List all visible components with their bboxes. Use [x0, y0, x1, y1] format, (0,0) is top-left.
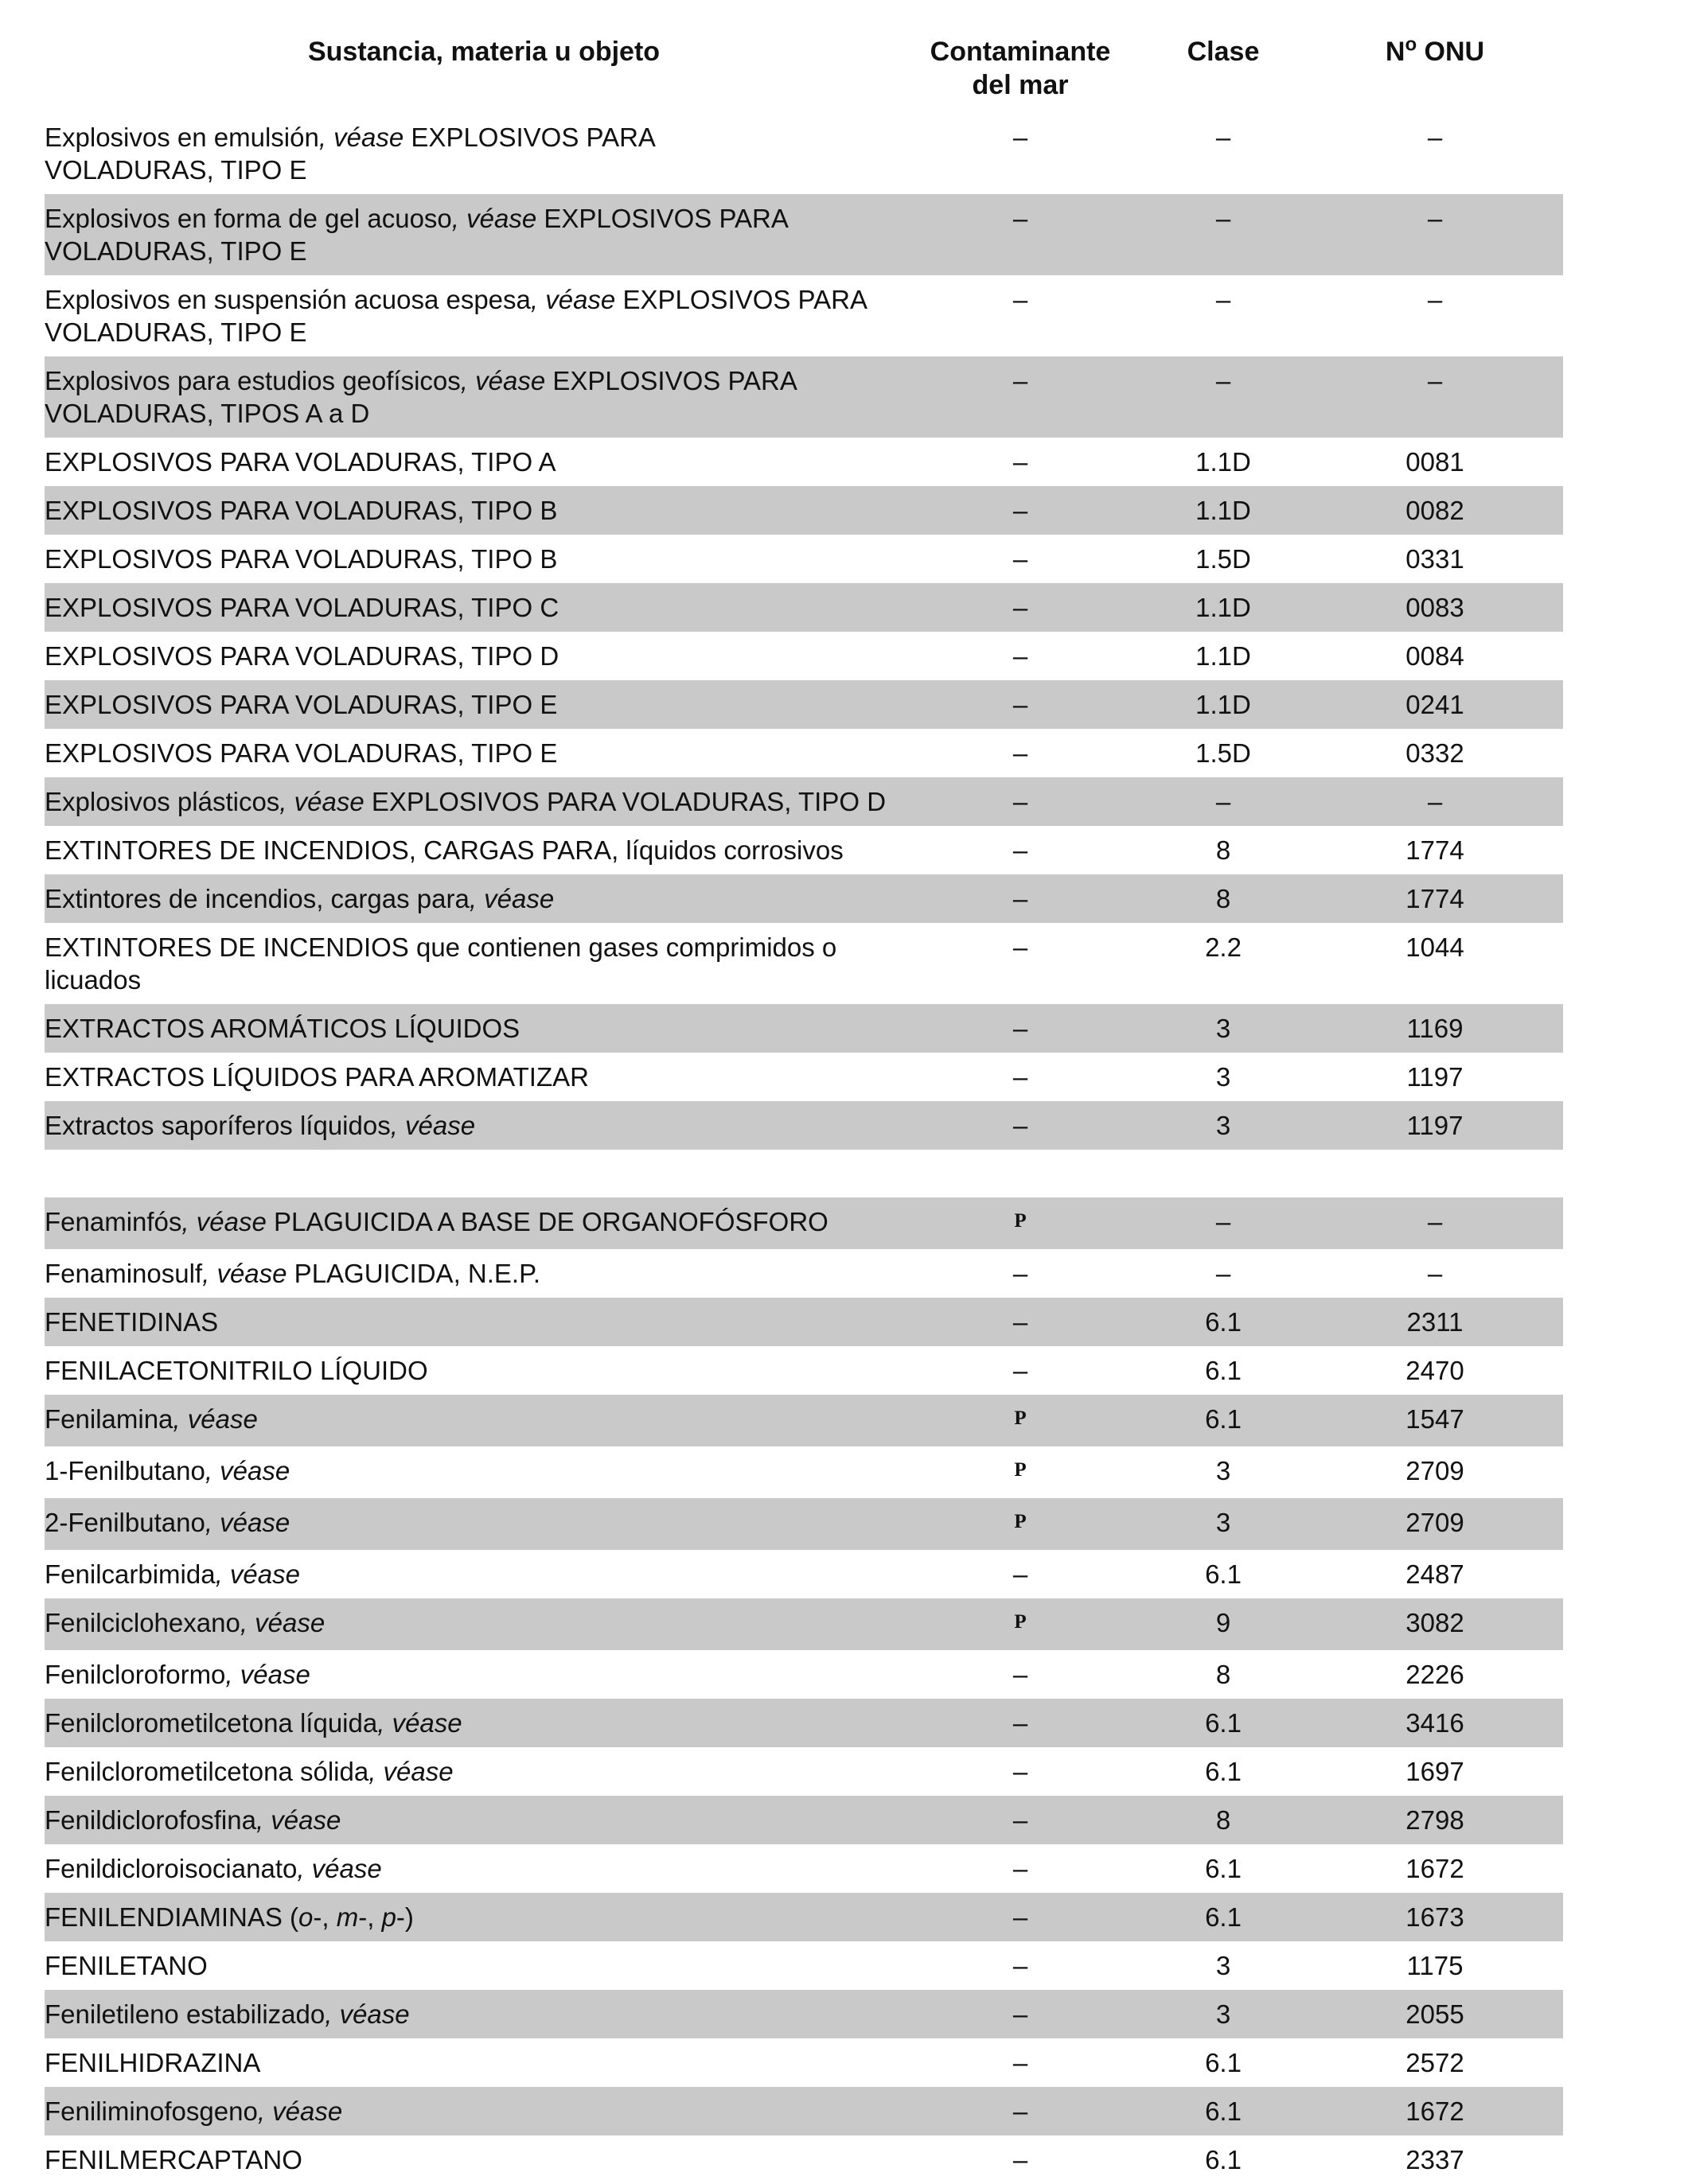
table-body	[45, 113, 1563, 2184]
substance-name-text: EXPLOSIVOS PARA VOLADURAS, TIPO D	[45, 641, 559, 671]
substance-name-cell	[45, 1446, 923, 1495]
class-cell: 6.1	[1205, 1708, 1242, 1738]
class-cell: –	[1215, 1259, 1231, 1288]
table-row	[45, 874, 1563, 923]
marine-pollutant-cell: –	[1012, 123, 1028, 152]
substance-name-cell	[45, 632, 923, 680]
substance-name-text: EXPLOSIVOS PARA VOLADURAS, TIPO D	[364, 787, 887, 816]
table-row	[45, 1990, 1563, 2038]
marine-pollutant-cell	[923, 1446, 1117, 1498]
substance-name-cell	[45, 2038, 923, 2087]
un-number-cell: –	[1427, 1259, 1443, 1288]
substance-name-text: EXTINTORES DE INCENDIOS, CARGAS PARA, líquidos corrosivos	[45, 835, 844, 865]
substance-name-text: EXTRACTOS LÍQUIDOS PARA AROMATIZAR	[45, 1062, 589, 1092]
un-number-cell: 3082	[1405, 1608, 1464, 1637]
marine-pollutant-mark: P	[1014, 1511, 1027, 1532]
marine-pollutant-cell: –	[1012, 1111, 1028, 1140]
table-row	[45, 1101, 1563, 1150]
marine-pollutant-cell: –	[1012, 1014, 1028, 1043]
marine-pollutant-cell: –	[1012, 1259, 1028, 1288]
substance-name-text: FENILENDIAMINAS (	[45, 1902, 299, 1932]
marine-pollutant-cell	[923, 1598, 1117, 1650]
un-number-cell: 1169	[1406, 1014, 1464, 1043]
marine-pollutant-mark: P	[1014, 1611, 1027, 1633]
marine-pollutant-cell: –	[1012, 2096, 1028, 2126]
marine-pollutant-cell: –	[1012, 1951, 1028, 1980]
class-cell: 3	[1215, 1456, 1231, 1485]
substance-name-text: Fenaminfós	[45, 1207, 182, 1236]
substance-name-text: FENILMERCAPTANO	[45, 2145, 302, 2174]
substance-name-cell	[45, 1941, 923, 1990]
header-un-sup: o	[1405, 33, 1417, 56]
marine-pollutant-cell: –	[1012, 447, 1028, 477]
see-reference-text: , véase	[181, 1207, 267, 1236]
table-row	[45, 1598, 1563, 1650]
table-row	[45, 1747, 1563, 1796]
table-row	[45, 275, 1563, 356]
marine-pollutant-cell: –	[1012, 1902, 1028, 1932]
un-number-cell: 1774	[1405, 884, 1464, 913]
class-cell: 3	[1215, 1951, 1231, 1980]
marine-pollutant-cell: –	[1012, 787, 1028, 816]
un-number-cell: 1672	[1405, 2096, 1464, 2126]
un-number-cell: 0083	[1405, 593, 1464, 622]
marine-pollutant-cell: –	[1012, 1708, 1028, 1738]
marine-pollutant-cell: –	[1012, 1307, 1028, 1337]
see-reference-text: , véase	[215, 1559, 300, 1589]
class-cell: 1.5D	[1195, 738, 1251, 768]
marine-pollutant-cell: –	[1012, 690, 1028, 719]
class-cell: 1.5D	[1195, 544, 1251, 574]
substance-name-text: EXPLOSIVOS PARA	[545, 366, 797, 395]
un-number-cell: 2226	[1405, 1660, 1464, 1689]
see-reference-text: , véase	[460, 366, 546, 395]
substance-name-text: Explosivos plásticos	[45, 787, 280, 816]
table-row	[45, 2135, 1563, 2184]
un-number-cell: 0084	[1405, 641, 1464, 671]
class-cell: 6.1	[1205, 2145, 1242, 2174]
table-row	[45, 583, 1563, 632]
table-row	[45, 113, 1563, 194]
un-number-cell: 1774	[1405, 835, 1464, 865]
substance-name-cell	[45, 1796, 923, 1844]
substance-name-text: EXPLOSIVOS PARA VOLADURAS, TIPO C	[45, 593, 559, 622]
header-marine-pollutant	[923, 35, 1117, 102]
table-row	[45, 1941, 1563, 1990]
see-reference-text: , véase	[451, 204, 537, 233]
see-reference-text: , véase	[390, 1111, 476, 1140]
class-cell: –	[1215, 204, 1231, 233]
un-number-cell: 0331	[1405, 544, 1464, 574]
substance-name-text: FENILETANO	[45, 1951, 208, 1980]
marine-pollutant-cell: –	[1012, 544, 1028, 574]
marine-pollutant-cell: –	[1012, 884, 1028, 913]
marine-pollutant-mark: P	[1014, 1210, 1027, 1232]
substance-name-cell	[45, 113, 923, 194]
table-row	[45, 438, 1563, 486]
class-cell: 1.1D	[1195, 496, 1251, 525]
marine-pollutant-cell: –	[1012, 285, 1028, 314]
table-row	[45, 826, 1563, 874]
see-reference-text: , véase	[368, 1757, 454, 1786]
un-number-cell: 0082	[1405, 496, 1464, 525]
table-row	[45, 194, 1563, 275]
un-number-cell: 1672	[1405, 1854, 1464, 1883]
substance-name-cell	[45, 1893, 923, 1941]
un-number-cell: 2055	[1405, 1999, 1464, 2029]
class-cell: 1.1D	[1195, 447, 1251, 477]
table-row	[45, 1893, 1563, 1941]
class-cell: 1.1D	[1195, 593, 1251, 622]
substance-name-text: Fenildicloroisocianato	[45, 1854, 298, 1883]
substance-name-text: VOLADURAS, TIPOS A a D	[45, 399, 370, 428]
table-row	[45, 1650, 1563, 1699]
substance-name-text: FENILACETONITRILO LÍQUIDO	[45, 1356, 428, 1385]
substance-name-text: EXPLOSIVOS PARA	[404, 123, 656, 152]
marine-pollutant-cell: –	[1012, 1757, 1028, 1786]
see-reference-text: o	[298, 1902, 314, 1932]
substance-name-cell	[45, 1550, 923, 1598]
marine-pollutant-mark: P	[1014, 1459, 1027, 1481]
class-cell: 3	[1215, 1999, 1231, 2029]
see-reference-text: , véase	[257, 2096, 343, 2126]
table-row	[45, 632, 1563, 680]
substance-name-text: Fenilcarbimida	[45, 1559, 216, 1589]
un-number-cell: –	[1427, 204, 1443, 233]
see-reference-text: , véase	[255, 1805, 341, 1835]
substance-name-text: Fenilclorometilcetona líquida	[45, 1708, 378, 1738]
un-number-cell: 2311	[1406, 1307, 1464, 1337]
marine-pollutant-cell: –	[1012, 932, 1028, 962]
marine-pollutant-cell: –	[1012, 1062, 1028, 1092]
marine-pollutant-cell	[923, 1395, 1117, 1446]
marine-pollutant-cell	[923, 1197, 1117, 1249]
marine-pollutant-cell: –	[1012, 738, 1028, 768]
table-row	[45, 923, 1563, 1004]
substance-name-cell	[45, 1498, 923, 1547]
see-reference-text: , véase	[202, 1259, 287, 1288]
substance-name-text: EXPLOSIVOS PARA VOLADURAS, TIPO E	[45, 738, 558, 768]
table-row	[45, 1249, 1563, 1298]
class-cell: 3	[1215, 1062, 1231, 1092]
see-reference-text: , véase	[297, 1854, 382, 1883]
see-reference-text: , véase	[530, 285, 616, 314]
substance-name-cell	[45, 1298, 923, 1346]
header-marine-line2: del mar	[972, 70, 1069, 100]
class-cell: 8	[1215, 1805, 1231, 1835]
class-cell: 6.1	[1205, 2096, 1242, 2126]
un-number-cell: 3416	[1405, 1708, 1464, 1738]
class-cell: –	[1215, 1207, 1231, 1236]
substance-name-text: Explosivos en emulsión	[45, 123, 319, 152]
substance-name-text: VOLADURAS, TIPO E	[45, 155, 307, 185]
substance-name-cell	[45, 194, 923, 275]
substance-name-cell	[45, 874, 923, 923]
table-row	[45, 680, 1563, 729]
substance-name-cell	[45, 1004, 923, 1053]
class-cell: –	[1215, 366, 1231, 395]
table-row	[45, 486, 1563, 535]
substance-name-text: PLAGUICIDA, N.E.P.	[287, 1259, 541, 1288]
see-reference-text: , véase	[318, 123, 404, 152]
un-number-cell: 2709	[1405, 1456, 1464, 1485]
table-row	[45, 777, 1563, 826]
marine-pollutant-cell: –	[1012, 835, 1028, 865]
substance-name-cell	[45, 486, 923, 535]
marine-pollutant-cell: –	[1012, 641, 1028, 671]
table-row	[45, 2087, 1563, 2135]
substance-name-text: Feniletileno estabilizado	[45, 1999, 326, 2029]
substance-name-cell	[45, 680, 923, 729]
see-reference-text: , véase	[377, 1708, 462, 1738]
substance-name-text: Extractos saporíferos líquidos	[45, 1111, 391, 1140]
table-row	[45, 1446, 1563, 1498]
substance-name-cell	[45, 438, 923, 486]
header-marine-line1: Contaminante	[930, 37, 1111, 67]
un-number-cell: 2487	[1405, 1559, 1464, 1589]
class-cell: 1.1D	[1195, 690, 1251, 719]
marine-pollutant-mark: P	[1014, 1407, 1027, 1429]
substance-name-text: VOLADURAS, TIPO E	[45, 236, 307, 266]
substance-name-text: Fenildiclorofosfina	[45, 1805, 256, 1835]
un-number-cell: –	[1427, 787, 1443, 816]
header-class: Clase	[1187, 37, 1260, 67]
class-cell: 6.1	[1205, 1854, 1242, 1883]
substance-name-cell	[45, 777, 923, 826]
substance-name-text: EXPLOSIVOS PARA VOLADURAS, TIPO B	[45, 544, 558, 574]
substance-name-cell	[45, 826, 923, 874]
class-cell: 3	[1215, 1014, 1231, 1043]
substance-name-text: EXTINTORES DE INCENDIOS que contienen gases comprimidos o	[45, 932, 837, 962]
un-number-cell: 1044	[1405, 932, 1464, 962]
substance-name-cell	[45, 729, 923, 777]
substance-name-cell	[45, 1844, 923, 1893]
class-cell: 6.1	[1205, 1757, 1242, 1786]
un-number-cell: –	[1427, 1207, 1443, 1236]
un-number-cell: 1175	[1406, 1951, 1464, 1980]
substance-name-text: -,	[358, 1902, 382, 1932]
header-un-suffix: ONU	[1417, 37, 1485, 67]
class-cell: 2.2	[1205, 932, 1242, 962]
substance-name-text: EXPLOSIVOS PARA VOLADURAS, TIPO E	[45, 690, 558, 719]
substance-name-cell	[45, 1197, 923, 1246]
substance-name-text: licuados	[45, 965, 142, 995]
substance-name-cell	[45, 1598, 923, 1647]
table-row	[45, 1844, 1563, 1893]
un-number-cell: –	[1427, 366, 1443, 395]
substance-name-text: -)	[396, 1902, 414, 1932]
un-number-cell: 1197	[1406, 1111, 1464, 1140]
class-cell: 6.1	[1205, 1307, 1242, 1337]
substance-name-text: EXPLOSIVOS PARA VOLADURAS, TIPO A	[45, 447, 556, 477]
see-reference-text: , véase	[279, 787, 365, 816]
marine-pollutant-cell: –	[1012, 2145, 1028, 2174]
table-row	[45, 1004, 1563, 1053]
marine-pollutant-cell: –	[1012, 2048, 1028, 2077]
marine-pollutant-cell: –	[1012, 593, 1028, 622]
substance-name-cell	[45, 583, 923, 632]
substance-name-cell	[45, 2087, 923, 2135]
substance-name-cell	[45, 1395, 923, 1443]
table-row	[45, 1699, 1563, 1747]
marine-pollutant-cell: –	[1012, 1660, 1028, 1689]
un-number-cell: 2337	[1405, 2145, 1464, 2174]
un-number-cell: 2798	[1405, 1805, 1464, 1835]
class-cell: 8	[1215, 1660, 1231, 1689]
see-reference-text: m	[336, 1902, 359, 1932]
header-un-prefix: N	[1385, 37, 1405, 67]
substance-name-text: EXPLOSIVOS PARA	[615, 285, 867, 314]
table-row	[45, 1550, 1563, 1598]
substance-name-cell	[45, 1650, 923, 1699]
see-reference-text: , véase	[240, 1608, 326, 1637]
table-row	[45, 1796, 1563, 1844]
marine-pollutant-cell: –	[1012, 496, 1028, 525]
substance-name-text: FENILHIDRAZINA	[45, 2048, 261, 2077]
substance-name-text: 2-Fenilbutano	[45, 1508, 205, 1537]
substance-name-text: Fenilamina	[45, 1404, 173, 1434]
class-cell: 8	[1215, 835, 1231, 865]
substance-name-text: -,	[313, 1902, 337, 1932]
header-substance: Sustancia, materia u objeto	[307, 37, 661, 67]
substance-name-cell	[45, 1101, 923, 1150]
substance-name-text: Fenaminosulf	[45, 1259, 203, 1288]
un-number-cell: –	[1427, 123, 1443, 152]
substance-name-text: VOLADURAS, TIPO E	[45, 317, 307, 347]
un-number-cell: 0081	[1405, 447, 1464, 477]
table-row	[45, 1197, 1563, 1249]
substance-name-cell	[45, 275, 923, 356]
substance-name-text: EXTRACTOS AROMÁTICOS LÍQUIDOS	[45, 1014, 520, 1043]
section-spacer	[45, 1150, 1563, 1197]
un-number-cell: 2709	[1405, 1508, 1464, 1537]
un-number-cell: 1697	[1405, 1757, 1464, 1786]
table-row	[45, 729, 1563, 777]
class-cell: 6.1	[1205, 2048, 1242, 2077]
marine-pollutant-cell: –	[1012, 1999, 1028, 2029]
substance-name-cell	[45, 923, 923, 1004]
un-number-cell: –	[1427, 285, 1443, 314]
class-cell: –	[1215, 285, 1231, 314]
class-cell: 8	[1215, 884, 1231, 913]
substance-name-cell	[45, 1053, 923, 1101]
table-row	[45, 1298, 1563, 1346]
class-cell: –	[1215, 123, 1231, 152]
un-number-cell: 2572	[1405, 2048, 1464, 2077]
substance-name-text: FENETIDINAS	[45, 1307, 219, 1337]
un-number-cell: 1673	[1405, 1902, 1464, 1932]
substance-name-text: Extintores de incendios, cargas para	[45, 884, 470, 913]
marine-pollutant-cell: –	[1012, 1559, 1028, 1589]
header-un-number	[1329, 35, 1541, 68]
marine-pollutant-cell: –	[1012, 204, 1028, 233]
see-reference-text: , véase	[205, 1508, 290, 1537]
table-header	[45, 33, 1563, 113]
substance-name-cell	[45, 535, 923, 583]
table-row	[45, 356, 1563, 438]
class-cell: –	[1215, 787, 1231, 816]
class-cell: 1.1D	[1195, 641, 1251, 671]
substance-name-text: Explosivos en suspensión acuosa espesa	[45, 285, 531, 314]
marine-pollutant-cell: –	[1012, 366, 1028, 395]
class-cell: 6.1	[1205, 1356, 1242, 1385]
substance-name-text: Explosivos para estudios geofísicos	[45, 366, 461, 395]
table-row	[45, 1395, 1563, 1446]
class-cell: 6.1	[1205, 1902, 1242, 1932]
marine-pollutant-cell	[923, 1498, 1117, 1550]
substance-name-text: Feniliminofosgeno	[45, 2096, 258, 2126]
substance-name-cell	[45, 1346, 923, 1395]
substance-name-text: Fenilclorometilcetona sólida	[45, 1757, 369, 1786]
un-number-cell: 2470	[1405, 1356, 1464, 1385]
substance-name-cell	[45, 2135, 923, 2184]
substance-name-text: Fenilcloroformo	[45, 1660, 226, 1689]
marine-pollutant-cell: –	[1012, 1854, 1028, 1883]
see-reference-text: p	[381, 1902, 396, 1932]
table-row	[45, 1346, 1563, 1395]
un-number-cell: 1547	[1405, 1404, 1464, 1434]
class-cell: 6.1	[1205, 1404, 1242, 1434]
substance-name-cell	[45, 356, 923, 438]
substance-name-text: Fenilciclohexano	[45, 1608, 240, 1637]
see-reference-text: , véase	[225, 1660, 310, 1689]
table-row	[45, 535, 1563, 583]
substance-name-text: Explosivos en forma de gel acuoso	[45, 204, 452, 233]
dangerous-goods-index-table	[45, 33, 1563, 2184]
table-row	[45, 1498, 1563, 1550]
substance-name-cell	[45, 1699, 923, 1747]
substance-name-text: 1-Fenilbutano	[45, 1456, 205, 1485]
see-reference-text: , véase	[205, 1456, 290, 1485]
substance-name-cell	[45, 1990, 923, 2038]
substance-name-cell	[45, 1249, 923, 1298]
un-number-cell: 1197	[1406, 1062, 1464, 1092]
table-row	[45, 1053, 1563, 1101]
marine-pollutant-cell: –	[1012, 1356, 1028, 1385]
see-reference-text: , véase	[173, 1404, 258, 1434]
substance-name-text: EXPLOSIVOS PARA VOLADURAS, TIPO B	[45, 496, 558, 525]
class-cell: 9	[1215, 1608, 1231, 1637]
class-cell: 6.1	[1205, 1559, 1242, 1589]
un-number-cell: 0332	[1405, 738, 1464, 768]
see-reference-text: , véase	[469, 884, 555, 913]
un-number-cell: 0241	[1405, 690, 1464, 719]
see-reference-text: , véase	[325, 1999, 410, 2029]
substance-name-cell	[45, 1747, 923, 1796]
table-row	[45, 2038, 1563, 2087]
marine-pollutant-cell: –	[1012, 1805, 1028, 1835]
class-cell: 3	[1215, 1508, 1231, 1537]
substance-name-text: PLAGUICIDA A BASE DE ORGANOFÓSFORO	[266, 1207, 828, 1236]
substance-name-text: EXPLOSIVOS PARA	[536, 204, 789, 233]
class-cell: 3	[1215, 1111, 1231, 1140]
